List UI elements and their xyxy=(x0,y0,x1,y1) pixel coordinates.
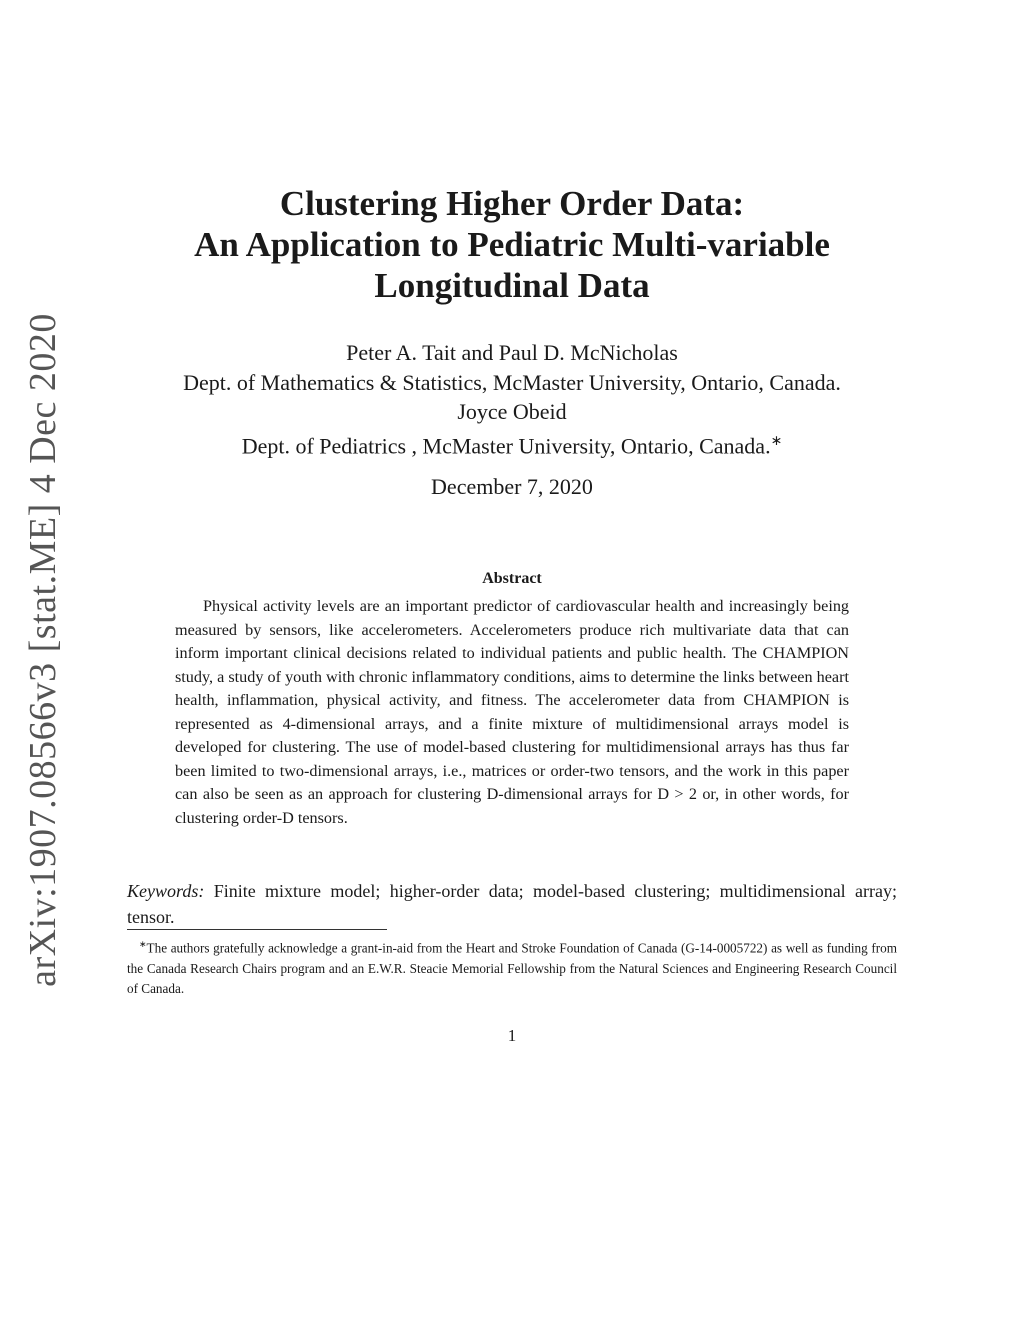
footnote xyxy=(127,934,897,1000)
footnote-divider xyxy=(127,929,387,930)
footnote-mark: ∗ xyxy=(139,939,147,949)
arxiv-stamp xyxy=(3,313,83,987)
arxiv-id: arXiv:1907.08566v3 [stat.ME] 4 Dec 2020 xyxy=(22,313,64,987)
title-line-3: Longitudinal Data xyxy=(374,266,650,305)
affiliation-footnote-mark: ∗ xyxy=(770,433,783,449)
affiliation-2-text: Dept. of Pediatrics , McMaster University, Ontario, Canada. xyxy=(241,432,771,458)
author-block xyxy=(100,338,924,460)
abstract-body: Physical activity levels are an important predictor of cardiovascular health and increasingly being measured by sensors, like accelerometers. Accelerometers produce rich multivariate data that can inform important clinical decisions related to individual patients and public health. The CHAMPION study, a study of youth with chronic inflammatory conditions, aims to determine the links between heart health, inflammation, physical activity, and fitness. The accelerometer data from CHAMPION is represented as 4-dimensional arrays, and a finite mixture of multidimensional arrays model is developed for clustering. The use of model-based clustering for multidimensional arrays has thus far been limited to two-dimensional arrays, i.e., matrices or order-two tensors, and the work in this paper can also be seen as an approach for clustering D-dimensional arrays for D > 2 or, in other words, for clustering order-D tensors. xyxy=(175,597,849,827)
footnote-text: The authors gratefully acknowledge a grant-in-aid from the Heart and Stroke Foundation of Canada (G-14-0005722) as well as funding from the Canada Research Chairs program and an E.W.R. Steacie Memorial Fellowship from the Natural Sciences and Engineering Research Council of Canada. xyxy=(127,940,897,997)
page-number: 1 xyxy=(507,1026,517,1045)
abstract-heading: Abstract xyxy=(482,570,542,587)
paper-title xyxy=(100,183,924,306)
author-line-2: Joyce Obeid xyxy=(457,399,567,424)
keywords-label: Keywords: xyxy=(127,881,205,901)
author-line-1: Peter A. Tait and Paul D. McNicholas xyxy=(346,340,678,365)
affiliation-line-1: Dept. of Mathematics & Statistics, McMaster University, Ontario, Canada. xyxy=(183,369,841,395)
keywords xyxy=(127,878,897,930)
affiliation-line-2 xyxy=(100,427,924,461)
paper-date: December 7, 2020 xyxy=(431,474,593,499)
title-line-2: An Application to Pediatric Multi-variable xyxy=(194,225,830,264)
keywords-text: Finite mixture model; higher-order data; model-based clustering; multidimensional array; tensor. xyxy=(127,881,898,927)
title-line-1: Clustering Higher Order Data: xyxy=(279,184,745,223)
